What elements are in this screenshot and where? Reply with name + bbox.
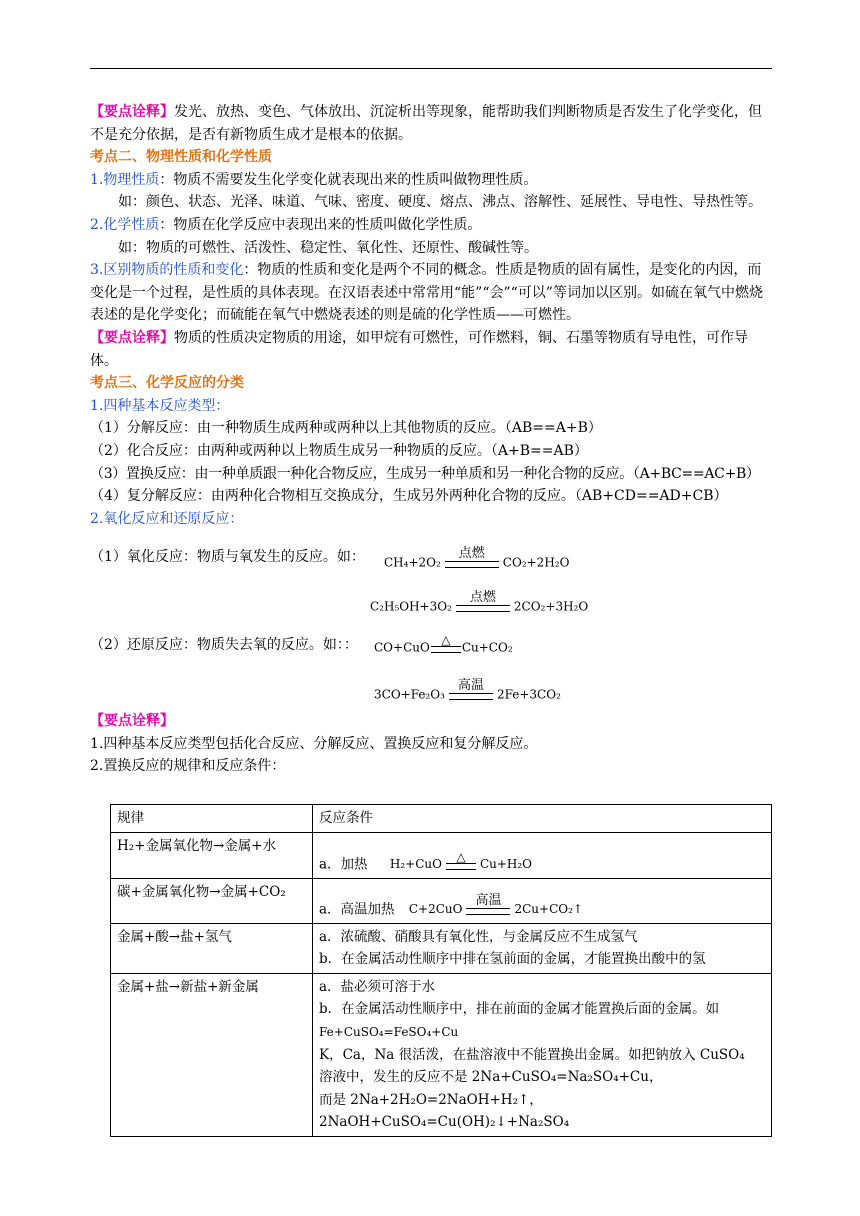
header-rule xyxy=(90,68,772,69)
note-paragraph-1 xyxy=(90,101,772,146)
rule-cell: 碳+金属氧化物→金属+CO₂ xyxy=(111,878,313,923)
equal-bars xyxy=(446,863,476,870)
condition-mark xyxy=(445,546,499,574)
term-label: 3.区别物质的性质和变化 xyxy=(90,262,244,279)
condition-a: a．浓硫酸、硝酸具有氧化性，与金属反应不生成氢气 xyxy=(319,928,638,945)
equation-ethanol xyxy=(370,590,588,618)
redox-label: 2.氧化反应和还原反应： xyxy=(90,510,244,527)
term-label: 2.化学性质 xyxy=(90,216,160,233)
condition-c-line3: 而是 2Na+2H₂O=2NaOH+H₂↑，2NaOH+CuSO₄=Cu(OH)₂↓+Na₂SO₄ xyxy=(319,1091,570,1131)
reaction-type-1: （1）分解反应：由一种物质生成两种或两种以上其他物质的反应。（AB==A+B） xyxy=(90,420,602,437)
reduction-line-2 xyxy=(90,662,772,706)
condition-mark xyxy=(446,851,476,876)
eq-reactants: C+2CuO xyxy=(408,902,463,916)
condition-b-equation: Fe+CuSO₄=FeSO₄+Cu xyxy=(319,1024,459,1039)
header-rule-col: 规律 xyxy=(111,805,313,833)
condition-c-line1: K，Ca，Na 很活泼，在盐溶液中不能置换出金属。如把钠放入 CuSO₄ xyxy=(319,1046,745,1063)
term-definition: ：物质不需要发生化学变化就表现出来的性质叫做物理性质。 xyxy=(159,171,538,188)
eq-reactants: CH₄+2O₂ xyxy=(384,555,441,570)
condition-a: a．盐必须可溶于水 xyxy=(319,978,436,995)
reaction-type-4: （4）复分解反应：由两种化合物相互交换成分，生成另外两种化合物的反应。（AB+CD==AD+CB） xyxy=(90,488,728,505)
eq-reactants: H₂+CuO xyxy=(389,857,442,871)
condition-text: a．加热 xyxy=(319,856,368,872)
basic-types-label: 1.四种基本反应类型： xyxy=(90,397,230,414)
heat-triangle: △ xyxy=(456,849,466,864)
note-label-3: 【要点诠释】 xyxy=(90,713,174,730)
equation-co-cuo xyxy=(374,634,513,659)
distinguish-paragraph xyxy=(90,259,772,327)
condition-cell xyxy=(313,832,772,878)
chemical-property xyxy=(90,214,772,237)
rule-cell: 金属+盐→新盐+新金属 xyxy=(111,973,313,1136)
table-row xyxy=(111,923,772,973)
condition-mark xyxy=(431,634,461,659)
note-text: 发光、放热、变色、气体放出、沉淀析出等现象，能帮助我们判断物质是否发生了化学变化，但不是充分依据，是否有新物质生成才是根本的依据。 xyxy=(90,104,762,143)
condition-label: 高温 xyxy=(457,678,484,694)
condition-mark xyxy=(456,590,510,618)
condition-label: 高温 xyxy=(475,892,502,908)
condition-cell xyxy=(313,878,772,923)
physical-property xyxy=(90,169,772,192)
displacement-table xyxy=(110,804,772,1137)
eq-products: CO₂+2H₂O xyxy=(502,555,570,570)
section-heading-2: 考点二、物理性质和化学性质 xyxy=(90,149,272,166)
note-text: 物质的性质决定物质的用途，如甲烷有可燃性，可作燃料，铜、石墨等物质有导电性，可作导体。 xyxy=(90,329,748,369)
reaction-type-3: （3）置换反应：由一种单质跟一种化合物反应，生成另一种单质和另一种化合物的反应。（A+BC==AC+B） xyxy=(90,465,760,482)
term-definition: ：物质在化学反应中表现出来的性质叫做化学性质。 xyxy=(159,216,482,233)
condition-label: 点燃 xyxy=(469,590,496,606)
eq-c-cuo xyxy=(408,892,583,916)
eq-products: Cu+H₂O xyxy=(479,857,533,871)
equal-bars xyxy=(466,908,510,915)
note3-line2: 2.置换反应的规律和反应条件： xyxy=(90,758,286,775)
note-paragraph-2 xyxy=(90,327,772,372)
rule-cell: 金属+酸→盐+氢气 xyxy=(111,923,313,973)
heat-triangle: △ xyxy=(441,633,451,648)
eq-reactants: 3CO+Fe₂O₃ xyxy=(374,687,445,702)
table-row xyxy=(111,878,772,923)
table-header-row xyxy=(111,805,772,833)
document-body xyxy=(90,101,772,778)
term-definition: ：物质的性质和变化是两个不同的概念。性质是物质的固有属性，是变化的内因，而变化是一个过程，是性质的具体表现。在汉语表述中常常用“能”“会”“可以”等词加以区别。如硫在氧气中燃烧表述的是化学变化；而硫能在氧气中燃烧表述的则是硫的化学性质——可燃性。 xyxy=(90,262,763,324)
physical-example: 如：颜色、状态、光泽、味道、气味、密度、硬度、熔点、沸点、溶解性、延展性、导电性、导热性等。 xyxy=(118,194,762,211)
condition-cell xyxy=(313,973,772,1136)
eq-products: 2Fe+3CO₂ xyxy=(496,687,561,702)
oxidation-line-1 xyxy=(90,530,772,574)
condition-c-line2: 溶液中，发生的反应不是 2Na+CuSO₄=Na₂SO₄+Cu， xyxy=(319,1069,663,1086)
condition-cell xyxy=(313,923,772,973)
rule-cell: H₂+金属氧化物→金属+水 xyxy=(111,832,313,878)
condition-label: 点燃 xyxy=(458,546,485,562)
reduction-text: （2）还原反应：物质失去氧的反应。如：： xyxy=(90,637,358,654)
eq-products: 2CO₂+3H₂O xyxy=(513,599,589,614)
note-label: 【要点诠释】 xyxy=(90,104,174,120)
eq-products: Cu+CO₂ xyxy=(461,640,513,655)
reaction-type-2: （2）化合反应：由两种或两种以上物质生成另一种物质的反应。（A+B==AB） xyxy=(90,442,588,459)
eq-products: 2Cu+CO₂↑ xyxy=(514,902,583,916)
oxidation-line-2 xyxy=(90,574,772,618)
oxidation-text: （1）氧化反应：物质与氧发生的反应。如： xyxy=(90,549,365,566)
header-condition-col: 反应条件 xyxy=(313,805,772,833)
equal-bars xyxy=(456,605,510,612)
term-label: 1.物理性质 xyxy=(90,171,160,188)
eq-h2-cuo xyxy=(389,849,533,871)
equation-co-fe2o3 xyxy=(374,678,561,706)
condition-mark xyxy=(466,893,510,921)
condition-text: a．高温加热 xyxy=(319,901,395,917)
table-row xyxy=(111,832,772,878)
eq-reactants: C₂H₅OH+3O₂ xyxy=(370,599,452,614)
eq-reactants: CO+CuO xyxy=(374,640,430,655)
equal-bars xyxy=(449,693,493,700)
reduction-line-1 xyxy=(90,618,772,662)
equation-methane xyxy=(384,546,569,574)
note-label: 【要点诠释】 xyxy=(90,329,174,346)
section-heading-3: 考点三、化学反应的分类 xyxy=(90,375,244,392)
chemical-example: 如：物质的可燃性、活泼性、稳定性、氧化性、还原性、酸碱性等。 xyxy=(118,239,538,256)
equal-bars xyxy=(431,646,461,653)
condition-b: b．在金属活动性顺序中，排在前面的金属才能置换后面的金属。如 xyxy=(319,1001,720,1018)
note3-line1: 1.四种基本反应类型包括化合反应、分解反应、置换反应和复分解反应。 xyxy=(90,735,538,752)
equal-bars xyxy=(445,561,499,568)
condition-b: b．在金属活动性顺序中排在氢前面的金属，才能置换出酸中的氢 xyxy=(319,951,706,968)
condition-mark xyxy=(449,678,493,706)
table-row xyxy=(111,973,772,1136)
